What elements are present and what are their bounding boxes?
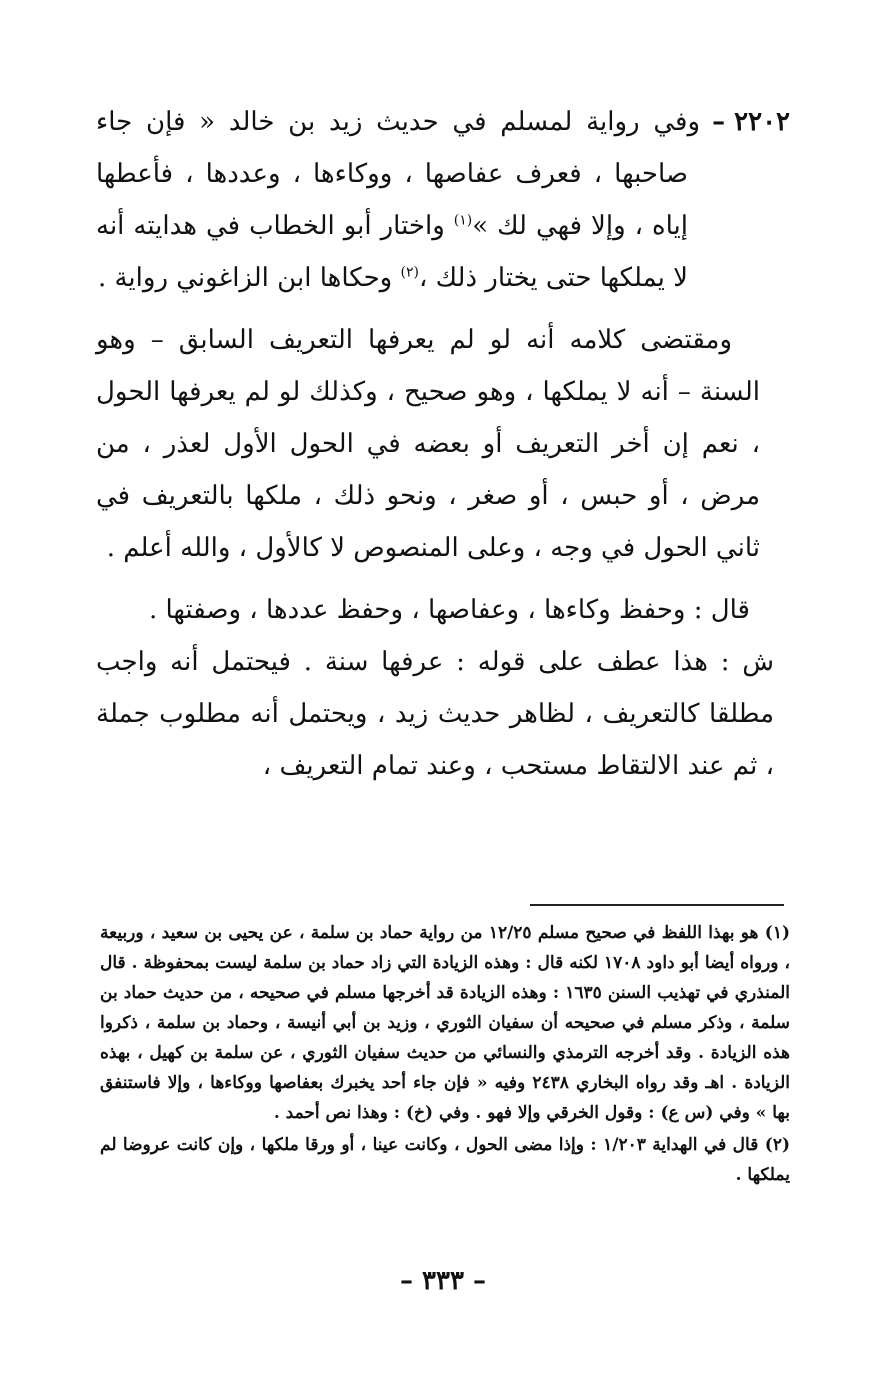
paragraph-text: ش : هذا عطف على قوله : عرفها سنة . فيحتمل أنه واجب مطلقا كالتعريف ، لظاهر حديث زيد ، ويحتمل أنه مطلوب جملة ، ثم عند الالتقاط مستحب ، وعند تمام التعريف ، bbox=[96, 647, 774, 781]
footnote-divider bbox=[530, 904, 784, 906]
footnote-ref-2[interactable]: (٢) bbox=[400, 264, 419, 281]
paragraph-text: وفي رواية لمسلم في حديث زيد بن خالد « فإن جاء صاحبها ، فعرف عفاصها ، ووكاءها ، وعددها ، فأعطها إياه ، وإلا فهي لك » bbox=[96, 107, 700, 241]
paragraph-matn bbox=[96, 584, 790, 636]
footnote-1: (١) هو بهذا اللفظ في صحيح مسلم ١٢/٢٥ من رواية حماد بن سلمة ، عن يحيى بن سعيد ، وربيعة ، ورواه أيضا أبو داود ١٧٠٨ لكنه قال : وهذه الزيادة التي زاد حماد بن سلمة ليست بمحفوظة . قال المنذري في تهذيب السنن ١٦٣٥ : وهذه الزيادة قد أخرجها مسلم في صحيحه ، من حديث حماد بن سلمة ، وذكر مسلم في صحيحه أن سفيان الثوري ، وزيد بن أبي أنيسة ، وحماد بن سلمة ، ذكروا هذه الزيادة . وقد أخرجه الترمذي والنسائي من حديث سفيان الثوري ، عن سلمة بن كهيل ، بهذه الزيادة . اهـ وقد رواه البخاري ٢٤٣٨ وفيه « فإن جاء أحد يخبرك بعفاصها ووكاءها ، وإلا فاستنفق بها » وفي (س ع) : وقول الخرقي وإلا فهو . وفي (خ) : وهذا نص أحمد . bbox=[100, 923, 791, 1123]
main-text bbox=[96, 96, 790, 792]
footnote-ref-1[interactable]: (١) bbox=[453, 212, 473, 229]
paragraph-sharh bbox=[96, 636, 790, 792]
paragraph-text: ومقتضى كلامه أنه لو لم يعرفها التعريف السابق – وهو السنة – أنه لا يملكها ، وهو صحيح ، وكذلك لو لم يعرفها الحول ، نعم إن أخر التعريف أو بعضه في الحول الأول لعذر ، من مرض ، أو حبس ، أو صغر ، ونحو ذلك ، ملكها بالتعريف في ثاني الحول في وجه ، وعلى المنصوص لا كالأول ، والله أعلم . bbox=[96, 325, 760, 563]
paragraph-text: قال : وحفظ وكاءها ، وعفاصها ، وحفظ عددها ، وصفتها . bbox=[148, 595, 750, 625]
footnote-2: (٢) قال في الهداية ١/٢٠٣ : وإذا مضى الحول ، وكانت عينا ، أو ورقا ملكها ، وإن كانت عروضا لم يملكها . bbox=[100, 1135, 790, 1185]
paragraph-commentary bbox=[96, 314, 790, 574]
paragraph-text-end: وحكاها ابن الزاغوني رواية . bbox=[97, 263, 401, 293]
page-number: – ٣٣٣ – bbox=[399, 1266, 487, 1296]
paragraph-number: ٢٢٠٢ – bbox=[712, 107, 790, 137]
paragraph-2202 bbox=[96, 96, 790, 304]
footnotes bbox=[100, 918, 790, 1192]
paragraph-text-continued: واختار أبو الخطاب في هدايته أنه لا يملكها حتى يختار ذلك ، bbox=[96, 211, 688, 293]
